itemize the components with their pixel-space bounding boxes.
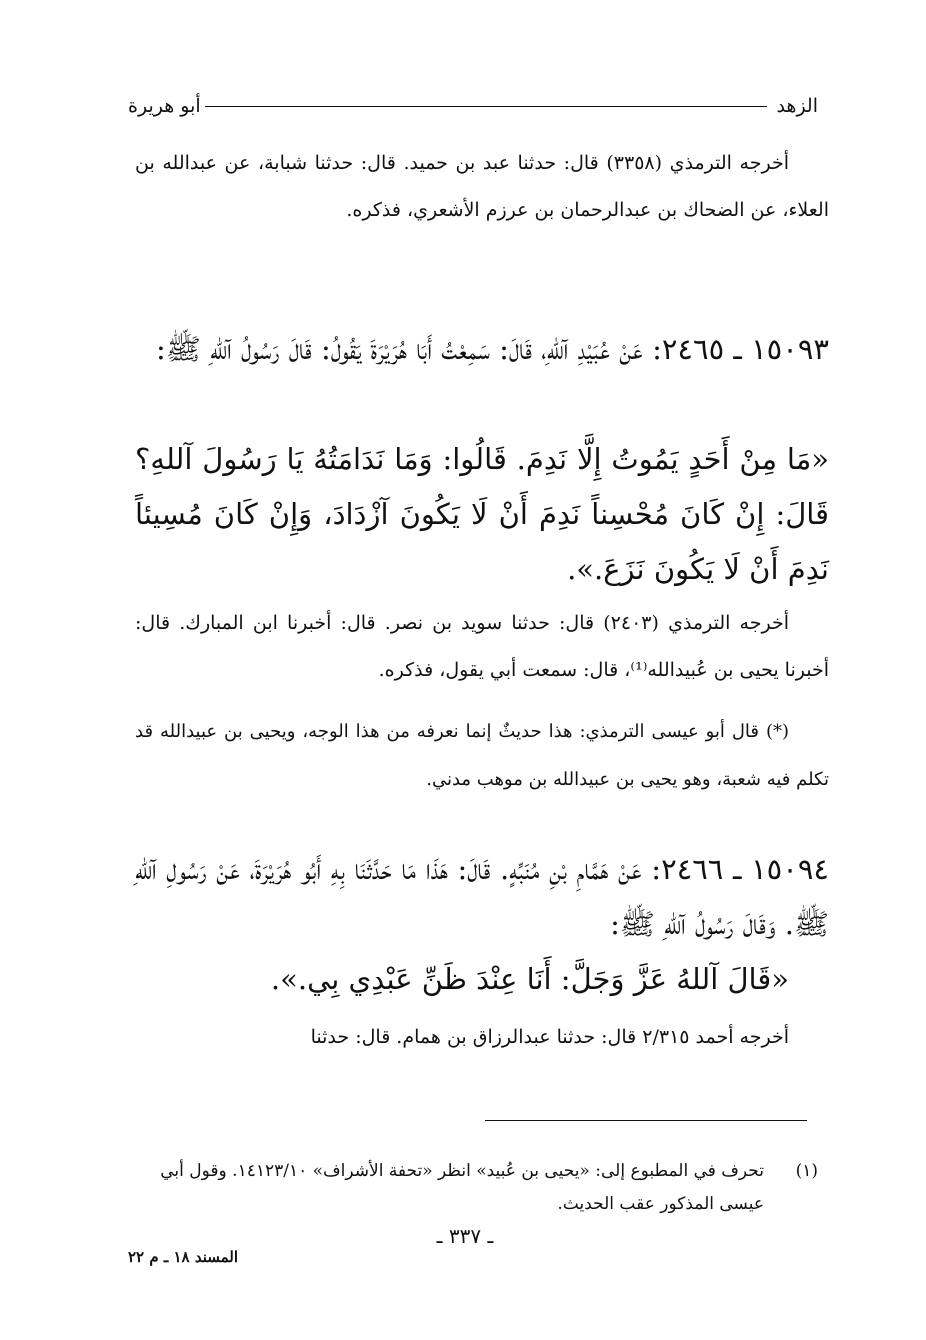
header-rule xyxy=(205,106,767,107)
page-number: ـ ٣٣٧ ـ xyxy=(436,1224,494,1248)
takhrij-paragraph-2: أخرجه الترمذي (٢٤٠٣) قال: حدثنا سويد بن نصر. قال: أخبرنا ابن المبارك. قال: أخبرنا يحيى بن عُبيدالله⁽¹⁾، قال: سمعت أبي يقول، فذكره. xyxy=(135,612,829,681)
hadith-15093-header: ١٥٠٩٣ ـ ٢٤٦٥: عَنْ عُبَيْدِ آللهِ، قَالَ: سَمِعْتُ أَبَا هُرَيْرَةَ يَقُولُ: قَالَ رَسُولُ آللهِ ﷺ: xyxy=(156,332,829,366)
hadith-15094-text: «قَالَ آللهُ عَزَّ وَجَلَّ: أَنَا عِنْدَ ظَنِّ عَبْدِي بِي.». xyxy=(270,962,789,996)
tirmidhi-comment: (*) قال أبو عيسى الترمذي: هذا حديثٌ إنما نعرفه من هذا الوجه، ويحيى بن عبيدالله قد تكلم فيه شعبة، وهو يحيى بن عبيدالله بن موهب مدني. xyxy=(135,721,829,790)
hadith-15094-header: ١٥٠٩٤ ـ ٢٤٦٦: عَنْ هَمَّامِ بْنِ مُنَبِّهٍ. قَالَ: هَذَا مَا حَدَّثَنَا بِهِ أَبُو هُرَيْرَةَ، عَنْ رَسُولِ آللهِ ﷺ. وَقَالَ رَسُولُ آللهِ ﷺ: xyxy=(135,852,829,941)
running-header-section: الزهد xyxy=(776,95,818,117)
footnote xyxy=(128,1155,818,1221)
takhrij-paragraph-1: أخرجه الترمذي (٣٣٥٨) قال: حدثنا عبد بن حميد. قال: حدثنا شبابة، عن عبدالله بن العلاء، عن الضحاك بن عبدالرحمان بن عرزم الأشعري، فذكره. xyxy=(135,152,829,221)
hadith-15093-text: «مَا مِنْ أَحَدٍ يَمُوتُ إِلَّا نَدِمَ. قَالُوا: وَمَا نَدَامَتُهُ يَا رَسُولَ آللهِ؟ قَالَ: إِنْ كَانَ مُحْسِناً نَدِمَ أَنْ لَا يَكُونَ آزْدَادَ، وَإِنْ كَانَ مُسِيئاً نَدِمَ أَنْ لَا يَكُونَ نَزَعَ.». xyxy=(135,442,830,586)
printer-signature: المسند ١٨ ـ م ٢٢ xyxy=(128,1248,239,1266)
footnote-separator xyxy=(485,1120,807,1121)
footnote-text: تحرف في المطبوع إلى: «يحيى بن عُبيد» انظر «تحفة الأشراف» ١٤١٢٣/١٠. وقول أبي عيسى المذكور عقب الحديث. xyxy=(160,1161,764,1214)
takhrij-paragraph-3: أخرجه أحمد ٢/٣١٥ قال: حدثنا عبدالرزاق بن همام. قال: حدثنا xyxy=(310,1026,789,1048)
running-header-chapter: أبو هريرة xyxy=(128,95,201,117)
footnote-number: (١) xyxy=(795,1161,818,1181)
